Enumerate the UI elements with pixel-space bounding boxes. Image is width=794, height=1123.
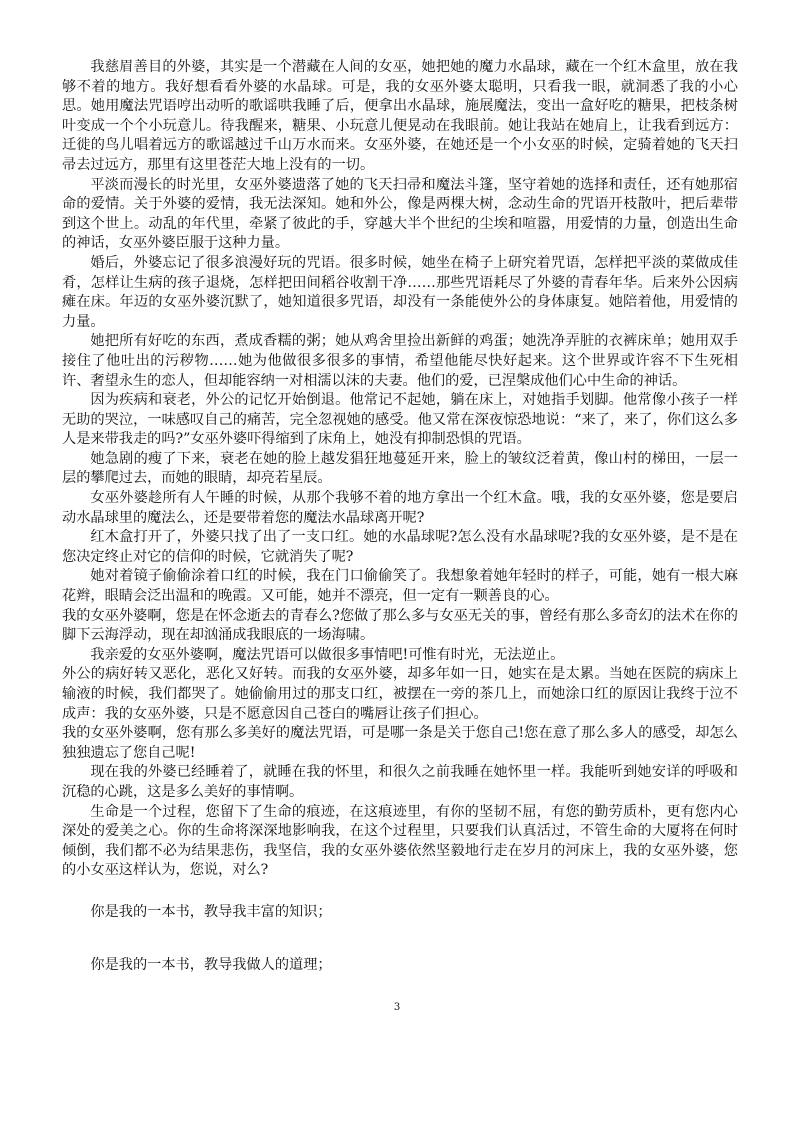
- body-paragraph: 她把所有好吃的东西，煮成香糯的粥；她从鸡舍里捡出新鲜的鸡蛋；她洗净弄脏的衣裤床单；她用双手接住了他吐出的污秽物……她为他做很多很多的事情，希望他能尽快好起来。这个世界或许容不下生死相许、奢望永生的恋人，但却能容纳一对相濡以沫的夫妻。他们的爱，已涅槃成他们心中生命的神话。: [62, 333, 738, 389]
- body-paragraph: 她对着镜子偷偷涂着口红的时候，我在门口偷偷笑了。我想象着她年轻时的样子，可能，她有一根大麻花辫，眼睛会泛出温和的晚霞。又可能，她并不漂亮，但一定有一颗善良的心。: [62, 568, 738, 605]
- closing-line-2: 你是我的一本书，教导我做人的道理；: [90, 956, 332, 973]
- body-paragraph: 外公的病好转又恶化，恶化又好转。而我的女巫外婆，却多年如一日，她实在是太累。当她在医院的病床上输液的时候，我们都哭了。她偷偷用过的那支口红，被摆在一旁的茶几上，而她涂口红的原因让我终于泣不成声：我的女巫外婆，只是不愿意因自己苍白的嘴唇让孩子们担心。: [62, 666, 738, 722]
- paragraph-list: [62, 58, 738, 881]
- body-paragraph: 我的女巫外婆啊，您是在怀念逝去的青春么?您做了那么多与女巫无关的事，曾经有那么多奇幻的法术在你的脚下云海浮动，现在却汹涌成我眼底的一场海啸。: [62, 607, 738, 644]
- body-paragraph: 我的女巫外婆啊，您有那么多美好的魔法咒语，可是哪一条是关于您自己!您在意了那么多人的感受，却怎么独独遗忘了您自己呢!: [62, 725, 738, 761]
- closing-line-1: 你是我的一本书，教导我丰富的知识；: [90, 903, 332, 920]
- body-paragraph: 平淡而漫长的时光里，女巫外婆遗落了她的飞天扫帚和魔法斗篷，坚守着她的选择和责任，还有她那宿命的爱情。关于外婆的爱情，我无法深知。她和外公，像是两棵大树，念动生命的咒语开枝散叶，把后辈带到这个世上。动乱的年代里，牵紧了彼此的手，穿越大半个世纪的尘埃和喧嚣，用爱情的力量，创造出生命的神话，女巫外婆臣服于这种力量。: [62, 176, 738, 252]
- document-body: [62, 58, 738, 975]
- body-paragraph: 她急剧的瘦了下来，衰老在她的脸上越发猖狂地蔓延开来，脸上的皱纹泛着黄，像山村的梯田，一层一层的攀爬过去，而她的眼睛，却亮若星辰。: [62, 450, 738, 487]
- body-paragraph: 红木盒打开了，外婆只找了出了一支口红。她的水晶球呢?怎么没有水晶球呢?我的女巫外婆，是不是在您决定终止对它的信仰的时候，它就消失了呢?: [62, 529, 738, 565]
- body-paragraph: 现在我的外婆已经睡着了，就睡在我的怀里，和很久之前我睡在她怀里一样。我能听到她安详的呼吸和沉稳的心跳，这是多么美好的事情啊。: [62, 764, 738, 800]
- body-paragraph: 我亲爱的女巫外婆啊，魔法咒语可以做很多事情吧!可惟有时光，无法逆止。: [90, 646, 565, 663]
- body-paragraph: 因为疾病和衰老，外公的记忆开始倒退。他常记不起她，躺在床上，对她指手划脚。他常像小孩子一样无助的哭泣，一味感叹自己的痛苦，完全忽视她的感受。他又常在深夜惊恐地说：“来了，来了，你们这么多人是来带我走的吗?”女巫外婆吓得缩到了床角上，她没有抑制恐惧的咒语。: [62, 392, 738, 448]
- body-paragraph: 我慈眉善目的外婆，其实是一个潜藏在人间的女巫，她把她的魔力水晶球，藏在一个红木盒里，放在我够不着的地方。我好想看看外婆的水晶球。可是，我的女巫外婆太聪明，只看我一眼，就洞悉了我的小心思。她用魔法咒语哼出动听的歌谣哄我睡了后，便拿出水晶球，施展魔法，变出一盒好吃的糖果，把枝条树叶变成一个个小玩意儿。待我醒来，糖果、小玩意儿便晃动在我眼前。她让我站在她肩上，让我看到远方：迁徙的鸟儿唱着远方的歌谣越过千山万水而来。女巫外婆，在她还是一个小女巫的时候，定骑着她的飞天扫帚去过远方，那里有这里苍茫大地上没有的一切。: [62, 59, 738, 173]
- body-paragraph: 女巫外婆趁所有人午睡的时候，从那个我够不着的地方拿出一个红木盒。哦，我的女巫外婆，您是要启动水晶球里的魔法么，还是要带着您的魔法水晶球离开呢?: [62, 490, 738, 526]
- body-paragraph: 生命是一个过程，您留下了生命的痕迹，在这痕迹里，有你的坚韧不屈，有您的勤劳质朴，更有您内心深处的爱美之心。你的生命将深深地影响我，在这个过程里，只要我们认真活过，不管生命的大厦将在何时倾倒，我们都不必为结果悲伤，我坚信，我的女巫外婆依然坚毅地行走在岁月的河床上，我的女巫外婆，您的小女巫这样认为，您说，对么?: [62, 803, 738, 879]
- body-paragraph: 婚后，外婆忘记了很多浪漫好玩的咒语。很多时候，她坐在椅子上研究着咒语，怎样把平淡的菜做成佳肴，怎样让生病的孩子退烧，怎样把田间稻谷收割干净……那些咒语耗尽了外婆的青春年华。后来外公因病瘫在床。年迈的女巫外婆沉默了，她知道很多咒语，却没有一条能使外公的身体康复。她陪着他，用爱情的力量。: [62, 254, 738, 330]
- page-number: 3: [393, 1002, 401, 1013]
